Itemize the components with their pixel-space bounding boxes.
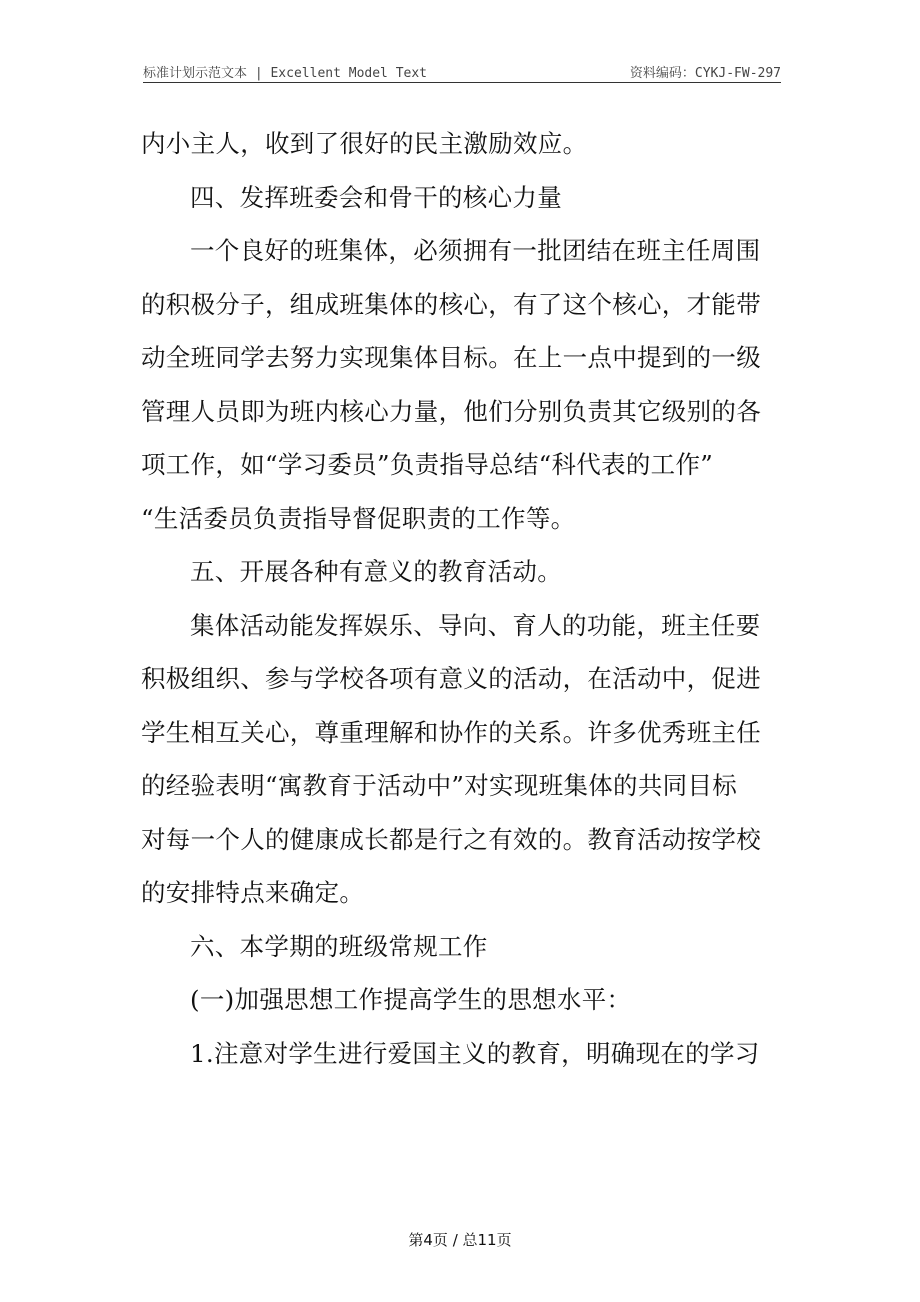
document-body bbox=[141, 117, 781, 1080]
body-line: 积极组织、参与学校各项有意义的活动，在活动中，促进 bbox=[141, 664, 761, 693]
body-line: 对每一个人的健康成长都是行之有效的。教育活动按学校 bbox=[141, 824, 761, 854]
body-line: 学生相互关心，尊重理解和协作的关系。许多优秀班主任 bbox=[141, 717, 761, 747]
footer-suffix: 页 bbox=[496, 1231, 512, 1249]
body-line: “生活委员负责指导督促职责的工作等。 bbox=[141, 503, 576, 533]
footer-middle: 页 / 总 bbox=[432, 1231, 478, 1249]
total-pages-number: 11 bbox=[477, 1231, 497, 1249]
page-footer bbox=[0, 1229, 920, 1250]
page-header bbox=[143, 60, 781, 83]
subsection-heading: (一)加强思想工作提高学生的思想水平： bbox=[190, 985, 632, 1014]
body-line: 的经验表明“寓教育于活动中”对实现班集体的共同目标 bbox=[141, 771, 738, 800]
body-line: 动全班同学去努力实现集体目标。在上一点中提到的一级 bbox=[141, 343, 761, 372]
section-heading: 五、开展各种有意义的教育活动。 bbox=[190, 557, 562, 586]
body-line: 的安排特点来确定。 bbox=[141, 878, 365, 907]
document-code: 资料编码：CYKJ-FW-297 bbox=[629, 66, 781, 81]
body-line: 集体活动能发挥娱乐、导向、育人的功能，班主任要 bbox=[190, 610, 761, 640]
list-item: 1.注意对学生进行爱国主义的教育，明确现在的学习 bbox=[190, 1038, 760, 1068]
body-line: 项工作，如“学习委员”负责指导总结“科代表的工作” bbox=[141, 450, 714, 479]
body-line: 内小主人，收到了很好的民主激励效应。 bbox=[141, 129, 588, 158]
body-line: 管理人员即为班内核心力量，他们分别负责其它级别的各 bbox=[141, 396, 761, 426]
header-title: 标准计划示范文本 | Excellent Model Text bbox=[143, 66, 428, 81]
section-heading: 六、本学期的班级常规工作 bbox=[190, 931, 488, 961]
body-line: 一个良好的班集体，必须拥有一批团结在班主任周围 bbox=[190, 236, 761, 265]
current-page-number: 4 bbox=[423, 1231, 433, 1249]
section-heading: 四、发挥班委会和骨干的核心力量 bbox=[190, 182, 562, 212]
footer-prefix: 第 bbox=[408, 1231, 424, 1249]
body-line: 的积极分子，组成班集体的核心，有了这个核心，才能带 bbox=[141, 289, 761, 319]
